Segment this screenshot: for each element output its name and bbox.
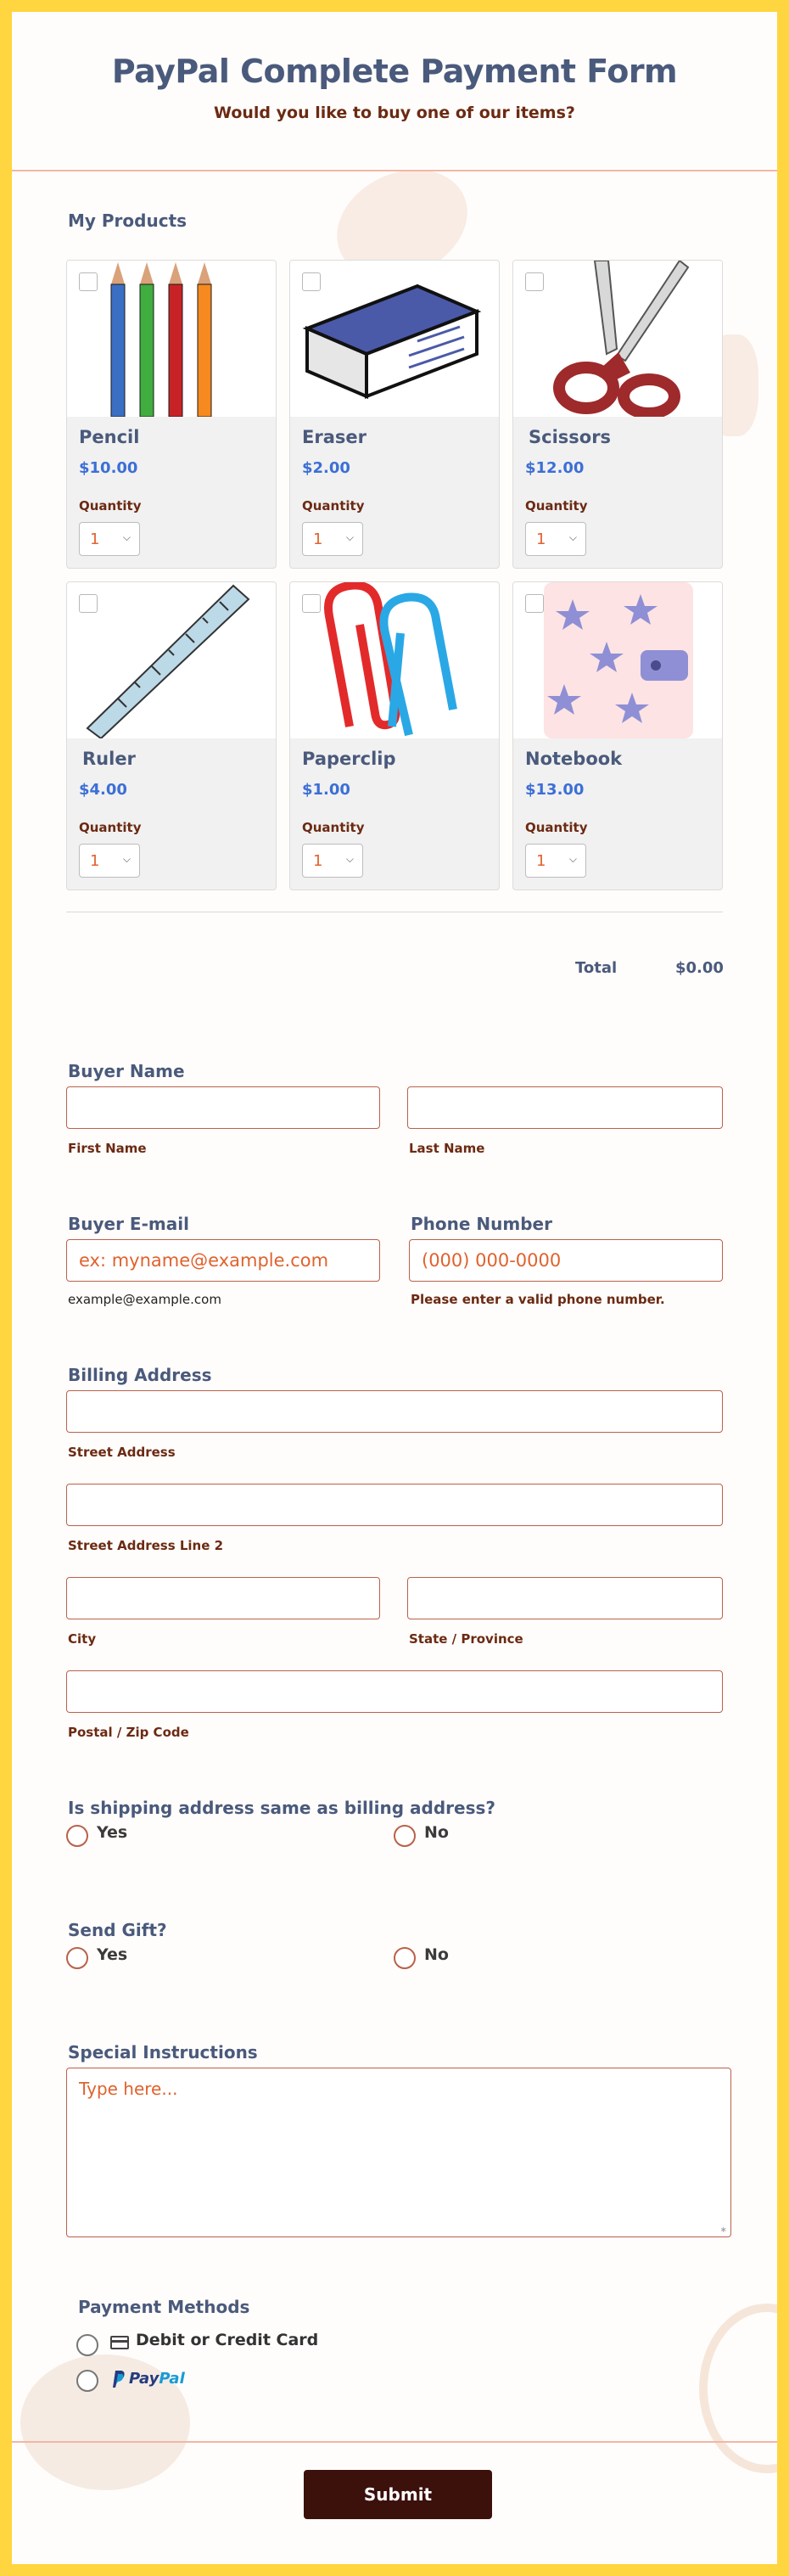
quantity-value: 1 — [313, 530, 323, 548]
state-sublabel: State / Province — [409, 1631, 523, 1647]
zip-sublabel: Postal / Zip Code — [68, 1725, 189, 1740]
products-label: My Products — [68, 210, 187, 231]
resize-handle-icon[interactable]: ∗ — [719, 2225, 727, 2235]
shipping-question: Is shipping address same as billing address? — [68, 1798, 495, 1818]
phone-label: Phone Number — [411, 1214, 552, 1234]
product-card-pencil[interactable] — [66, 260, 277, 569]
zip-input[interactable] — [66, 1670, 723, 1713]
chevron-down-icon: ⌵ — [345, 853, 354, 865]
quantity-select[interactable] — [525, 522, 586, 556]
instructions-placeholder: Type here... — [79, 2079, 178, 2099]
paypal-wordmark[interactable] — [129, 2370, 185, 2388]
paypal-logo-icon — [110, 2370, 126, 2388]
product-name: Pencil — [79, 427, 140, 447]
chevron-down-icon: ⌵ — [122, 853, 131, 865]
shipping-no-radio[interactable] — [394, 1825, 416, 1847]
quantity-select[interactable] — [302, 522, 363, 556]
product-checkbox[interactable] — [525, 594, 544, 613]
chevron-down-icon: ⌵ — [345, 531, 354, 543]
quantity-select[interactable] — [79, 844, 140, 878]
phone-placeholder: (000) 000-0000 — [422, 1250, 562, 1271]
product-card-eraser[interactable] — [289, 260, 500, 569]
quantity-value: 1 — [313, 852, 323, 870]
paypal-wordmark-pal: Pal — [159, 2370, 185, 2388]
product-name: Notebook — [525, 749, 623, 769]
city-input[interactable] — [66, 1577, 380, 1619]
quantity-select[interactable] — [525, 844, 586, 878]
product-name: Ruler — [82, 749, 136, 769]
quantity-label: Quantity — [302, 498, 365, 514]
card-payment-label[interactable]: Debit or Credit Card — [136, 2331, 319, 2349]
phone-field[interactable] — [409, 1239, 723, 1282]
state-input[interactable] — [407, 1577, 723, 1619]
paperclip-image — [290, 582, 500, 738]
product-name: Paperclip — [302, 749, 396, 769]
product-price: $13.00 — [525, 781, 585, 799]
paypal-wordmark-pay: Pay — [129, 2370, 159, 2388]
scissors-image — [513, 261, 723, 417]
product-name: Eraser — [302, 427, 367, 447]
chevron-down-icon: ⌵ — [122, 531, 131, 543]
first-name-sublabel: First Name — [68, 1141, 147, 1156]
quantity-label: Quantity — [525, 498, 588, 514]
product-card-paperclip[interactable] — [289, 581, 500, 890]
shipping-no-label[interactable]: No — [424, 1823, 449, 1842]
product-checkbox[interactable] — [302, 272, 321, 291]
total-value: $0.00 — [675, 959, 724, 977]
paypal-payment-radio[interactable] — [76, 2370, 98, 2392]
quantity-label: Quantity — [79, 820, 142, 835]
email-hint: example@example.com — [68, 1292, 221, 1307]
product-price: $4.00 — [79, 781, 127, 799]
last-name-sublabel: Last Name — [409, 1141, 485, 1156]
quantity-value: 1 — [536, 852, 546, 870]
page-subtitle: Would you like to buy one of our items? — [214, 104, 575, 122]
watermark-shape — [699, 2304, 777, 2473]
street-address-line2-sublabel: Street Address Line 2 — [68, 1538, 224, 1553]
product-card-ruler[interactable] — [66, 581, 277, 890]
street-address-line2-input[interactable] — [66, 1484, 723, 1526]
phone-hint: Please enter a valid phone number. — [411, 1292, 665, 1307]
buyer-name-label: Buyer Name — [68, 1061, 185, 1081]
payment-methods-label: Payment Methods — [78, 2297, 250, 2317]
card-payment-radio[interactable] — [76, 2334, 98, 2356]
special-instructions-label: Special Instructions — [68, 2042, 258, 2062]
quantity-value: 1 — [536, 530, 546, 548]
billing-address-label: Billing Address — [68, 1365, 212, 1385]
notebook-image — [513, 582, 723, 738]
product-checkbox[interactable] — [79, 272, 98, 291]
last-name-input[interactable] — [407, 1086, 723, 1129]
form-container — [12, 12, 777, 2564]
shipping-yes-label[interactable]: Yes — [97, 1823, 128, 1842]
street-address-sublabel: Street Address — [68, 1445, 176, 1460]
city-sublabel: City — [68, 1631, 97, 1647]
quantity-label: Quantity — [302, 820, 365, 835]
pencils-image — [67, 261, 277, 417]
product-price: $2.00 — [302, 459, 350, 477]
gift-no-radio[interactable] — [394, 1947, 416, 1969]
gift-yes-radio[interactable] — [66, 1947, 88, 1969]
total-label: Total — [575, 959, 618, 977]
quantity-select[interactable] — [302, 844, 363, 878]
page-title: PayPal Complete Payment Form — [111, 53, 678, 90]
footer-divider — [12, 2441, 777, 2443]
product-card-scissors[interactable] — [512, 260, 723, 569]
first-name-input[interactable] — [66, 1086, 380, 1129]
ruler-image — [67, 582, 277, 738]
credit-card-icon — [110, 2336, 129, 2349]
product-name: Scissors — [529, 427, 612, 447]
email-label: Buyer E-mail — [68, 1214, 189, 1234]
quantity-label: Quantity — [79, 498, 142, 514]
gift-no-label[interactable]: No — [424, 1945, 449, 1964]
shipping-yes-radio[interactable] — [66, 1825, 88, 1847]
quantity-label: Quantity — [525, 820, 588, 835]
submit-button[interactable]: Submit — [304, 2470, 492, 2519]
eraser-image — [290, 261, 500, 417]
email-placeholder: ex: myname@example.com — [79, 1250, 329, 1271]
quantity-value: 1 — [90, 852, 100, 870]
gift-yes-label[interactable]: Yes — [97, 1945, 128, 1964]
product-card-notebook[interactable] — [512, 581, 723, 890]
product-price: $12.00 — [525, 459, 585, 477]
quantity-select[interactable] — [79, 522, 140, 556]
header-divider — [12, 170, 777, 171]
product-checkbox[interactable] — [79, 594, 98, 613]
street-address-input[interactable] — [66, 1390, 723, 1433]
product-checkbox[interactable] — [302, 594, 321, 613]
quantity-value: 1 — [90, 530, 100, 548]
product-checkbox[interactable] — [525, 272, 544, 291]
product-price: $1.00 — [302, 781, 350, 799]
email-field[interactable] — [66, 1239, 380, 1282]
gift-question: Send Gift? — [68, 1920, 167, 1940]
chevron-down-icon: ⌵ — [568, 531, 577, 543]
special-instructions-textarea[interactable] — [66, 2068, 731, 2237]
product-price: $10.00 — [79, 459, 138, 477]
chevron-down-icon: ⌵ — [568, 853, 577, 865]
